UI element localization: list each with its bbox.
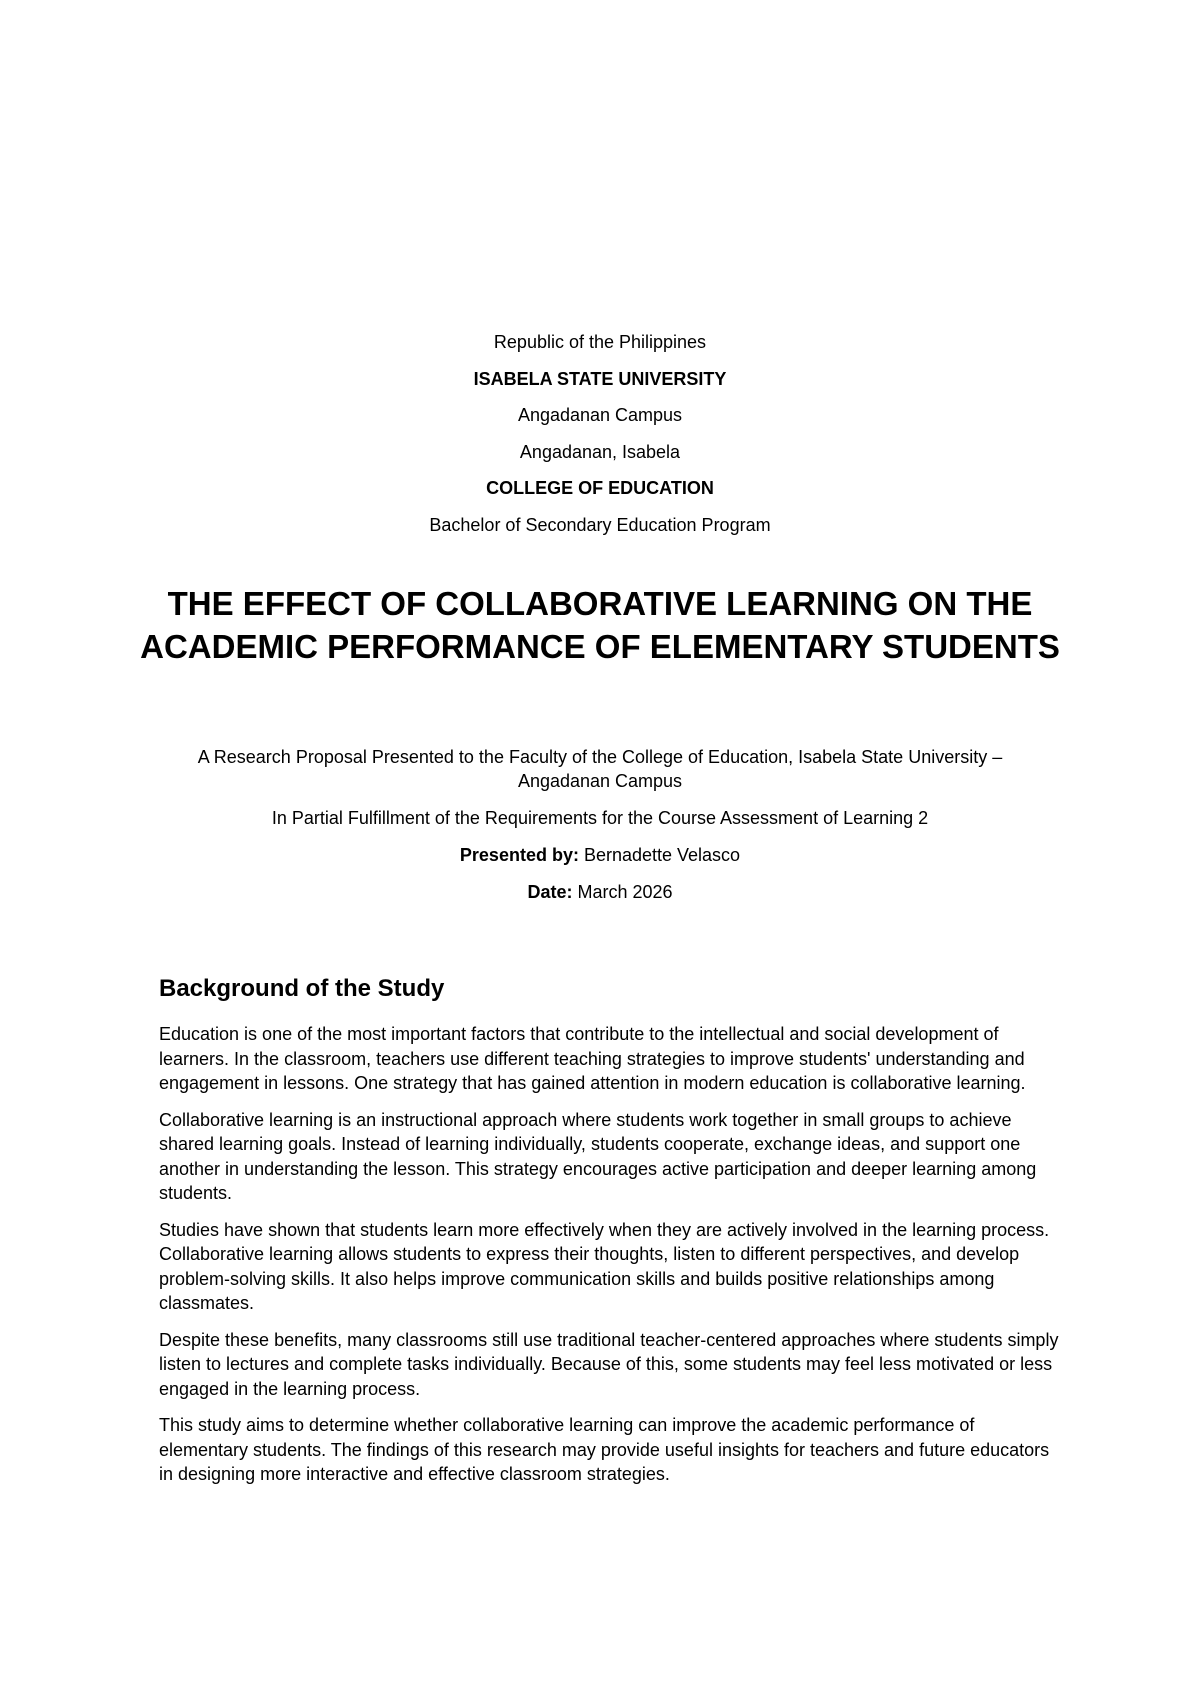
date-value: March 2026 [572,882,673,902]
campus-name: Angadanan Campus [517,405,683,425]
program-name: Bachelor of Secondary Education Program [429,514,771,535]
paragraph: Studies have shown that students learn more effectively when they are actively involved in the learning process. Collaborative learning allows students to express their thoughts, listen to different perspectives, and develop problem-solving skills. It also helps improve communication skills and builds positive relationships among classmates. [159,1219,1050,1313]
presenter-name: Bernadette Velasco [578,845,741,865]
institution-header [0,332,1200,551]
fulfillment-statement: In Partial Fulfillment of the Requirements for the Course Assessment of Learning 2 [271,808,929,828]
document-title: THE EFFECT OF COLLABORATIVE LEARNING ON THE ACADEMIC PERFORMANCE OF ELEMENTARY STUDENTS [140,585,1060,665]
date-line [150,880,1050,904]
paragraph: Despite these benefits, many classrooms still use traditional teacher-centered approaches where students simply listen to lectures and complete tasks individually. Because of this, some students may feel less motivated or less engaged in the learning process. [159,1329,1059,1399]
country-line: Republic of the Philippines [493,332,707,352]
college-name: COLLEGE OF EDUCATION [486,478,714,498]
background-section [159,974,1059,1499]
section-heading: Background of the Study [159,975,445,1002]
date-label: Date: [527,882,573,902]
proposal-meta [150,745,1050,917]
presented-by [150,843,1050,867]
presented-by-label: Presented by: [459,845,579,865]
paragraph: Education is one of the most important factors that contribute to the intellectual and social development of learners. In the classroom, teachers use different teaching strategies to improve students' understanding and engagement in lessons. One strategy that has gained attention in modern education is collaborative learning. [159,1024,1026,1093]
proposal-statement: A Research Proposal Presented to the Faculty of the College of Education, Isabela State University – Angadanan Campus [197,747,1003,791]
paragraph: This study aims to determine whether collaborative learning can improve the academic performance of elementary students. The findings of this research may provide useful insights for teachers and future educators in designing more interactive and effective classroom strategies. [159,1415,1050,1484]
university-name: ISABELA STATE UNIVERSITY [473,368,727,389]
paragraph: Collaborative learning is an instructional approach where students work together in small groups to achieve shared learning goals. Instead of learning individually, students cooperate, exchange ideas, and support one another in understanding the lesson. This strategy encourages active participation and deeper learning among students. [159,1109,1037,1203]
campus-location: Angadanan, Isabela [519,441,681,462]
